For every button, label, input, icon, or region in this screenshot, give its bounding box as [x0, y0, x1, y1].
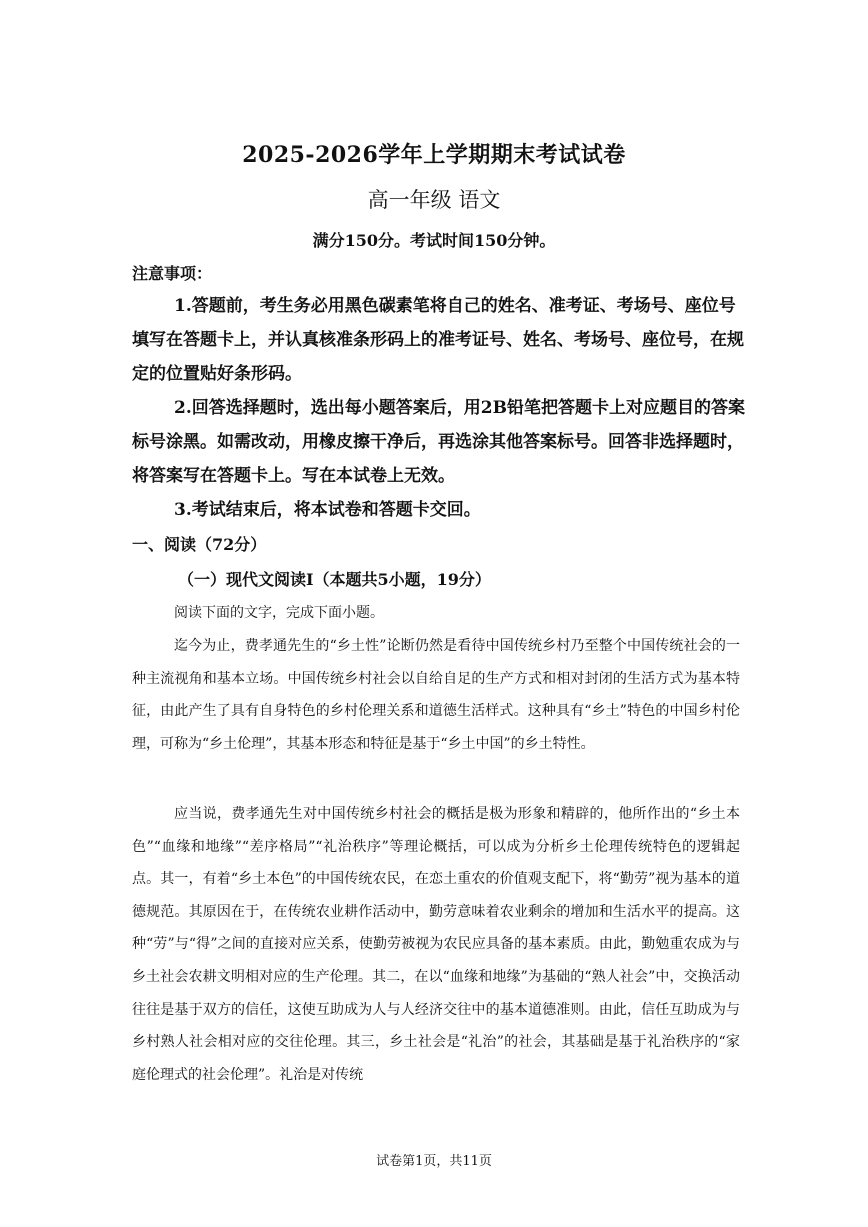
passage-paragraph-2: 应当说，费孝通先生对中国传统乡村社会的概括是极为形象和精辟的，他所作出的“乡土本色”“血缘和地缘”“差序格局”“礼治秩序”等理论概括，可以成为分析乡土伦理传统特色的逻辑起点。其一，有着“乡土本色”的中国传统农民，在恋土重农的价值观支配下，将“勤劳”视为基本的道德规范。其原因在于，在传统农业耕作活动中，勤劳意味着农业剩余的增加和生活水平的提高。这种“劳”与“得”之间的直接对应关系，使勤劳被视为农民应具备的基本素质。由此，勤勉重农成为与乡土社会农耕文明相对应的生产伦理。其二，在以“血缘和地缘”为基础的“熟人社会”中，交换活动往往是基于双方的信任，这使互助成为人与人经济交往中的基本道德准则。由此，信任互助成为与乡村熟人社会相对应的交往伦理。其三，乡土社会是“礼治”的社会，其基础是基于礼治秩序的“家庭伦理式的社会伦理”。礼治是对传统 — [132, 806, 740, 1083]
subsection-title: （一）现代文阅读I（本题共5小题，19分） — [178, 570, 491, 589]
page-footer: 试卷第1页，共11页 — [376, 1154, 492, 1169]
note-item-1: 1.答题前，考生务必用黑色碳素笔将自己的姓名、准考证、考场号、座位号填写在答题卡上，并认真核准条形码上的准考证号、姓名、考场号、座位号，在规定的位置贴好条形码。 — [132, 296, 744, 384]
section-title: 一、阅读（72分） — [132, 535, 267, 554]
exam-title: 2025-2026学年上学期期末考试试卷 — [242, 142, 626, 168]
note-item-3: 3.考试结束后，将本试卷和答题卡交回。 — [174, 500, 481, 520]
notes-heading: 注意事项： — [132, 264, 213, 283]
passage-paragraph-1: 迄今为止，费孝通先生的“乡土性”论断仍然是看待中国传统乡村乃至整个中国传统社会的一种主流视角和基本立场。中国传统乡村社会以自给自足的生产方式和相对封闭的生活方式为基本特征，由此产生了具有自身特色的乡村伦理关系和道德生活样式。这种具有“乡土”特色的中国乡村伦理，可称为“乡土伦理”，其基本形态和特征是基于“乡土中国”的乡土特性。 — [132, 638, 740, 752]
score-info: 满分150分。考试时间150分钟。 — [312, 231, 556, 250]
note-item-2: 2.回答选择题时，选出每小题答案后，用2B铅笔把答题卡上对应题目的答案标号涂黑。如需改动，用橡皮擦干净后，再选涂其他答案标号。回答非选择题时，将答案写在答题卡上。写在本试卷上无效。 — [132, 398, 745, 486]
reading-instruction: 阅读下面的文字，完成下面小题。 — [174, 605, 384, 621]
exam-subtitle: 高一年级 语文 — [367, 188, 501, 212]
